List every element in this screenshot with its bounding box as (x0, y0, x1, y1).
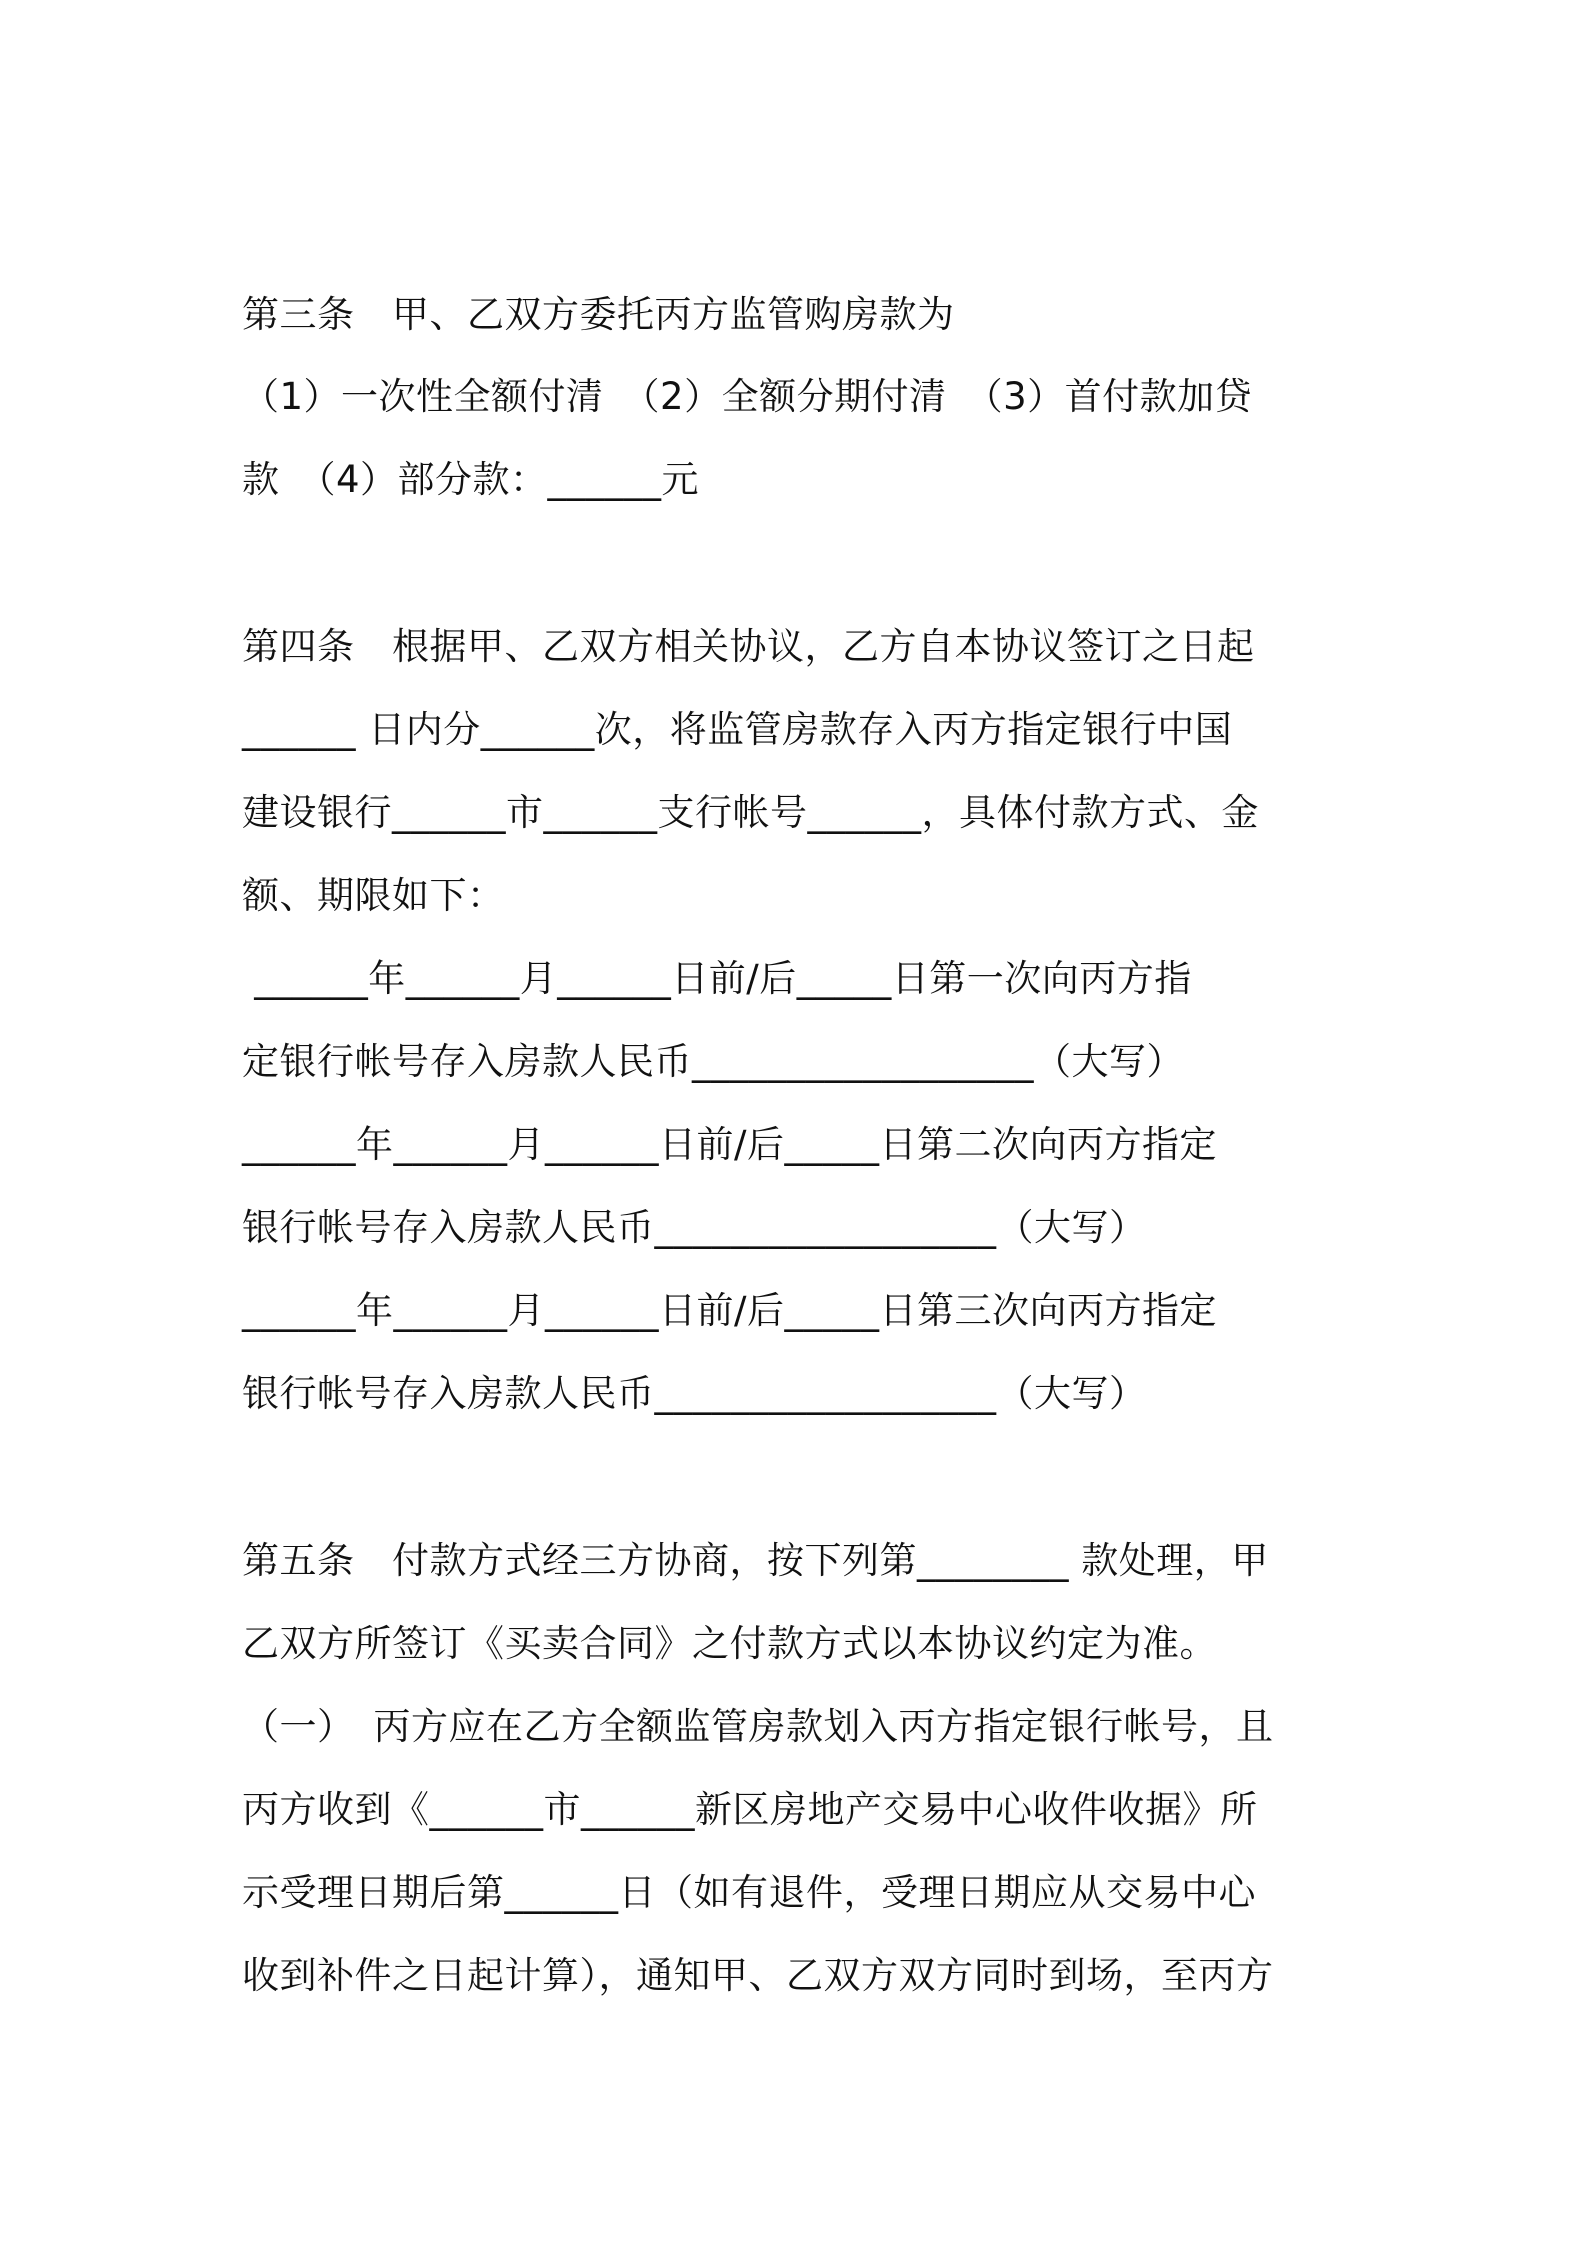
article-4-heading: 第四条 根据甲、乙双方相关协议，乙方自本协议签订之日起 (242, 625, 1255, 668)
article-5-line-2: 乙双方所签订《买卖合同》之付款方式以本协议约定为准。 (242, 1622, 1217, 1665)
article-3-options: （1）一次性全额付清 （2）全额分期付清 （3）首付款加贷 (242, 375, 1253, 418)
clause-1-line-3: 示受理日期后第______日（如有退件，受理日期应从交易中心 (242, 1871, 1256, 1914)
article-4-line-4: 额、期限如下： (242, 874, 505, 917)
payment-2-line-1: ______年______月______日前/后_____日第二次向丙方指定 (242, 1123, 1217, 1166)
clause-1-line-2: 丙方收到《______市______新区房地产交易中心收件收据》所 (242, 1788, 1258, 1831)
clause-1-line-1: （一） 丙方应在乙方全额监管房款划入丙方指定银行帐号，且 (242, 1705, 1274, 1748)
clause-1-line-4: 收到补件之日起计算），通知甲、乙双方双方同时到场，至丙方 (242, 1954, 1274, 1997)
article-3-options-cont: 款 （4）部分款：______元 (242, 458, 700, 501)
payment-2-line-2: 银行帐号存入房款人民币__________________（大写） (242, 1206, 1147, 1249)
article-4-line-2: ______ 日内分______次，将监管房款存入丙方指定银行中国 (242, 708, 1233, 751)
payment-3-line-1: ______年______月______日前/后_____日第三次向丙方指定 (242, 1289, 1217, 1332)
article-4-line-3: 建设银行______市______支行帐号______，具体付款方式、金 (242, 791, 1259, 834)
payment-1-line-2: 定银行帐号存入房款人民币__________________（大写） (242, 1040, 1184, 1083)
article-5-heading: 第五条 付款方式经三方协商，按下列第________ 款处理，甲 (242, 1539, 1269, 1582)
payment-3-line-2: 银行帐号存入房款人民币__________________（大写） (242, 1372, 1147, 1415)
payment-1-line-1: ______年______月______日前/后_____日第一次向丙方指 (242, 957, 1192, 1000)
article-3-heading: 第三条 甲、乙双方委托丙方监管购房款为 (242, 293, 955, 336)
